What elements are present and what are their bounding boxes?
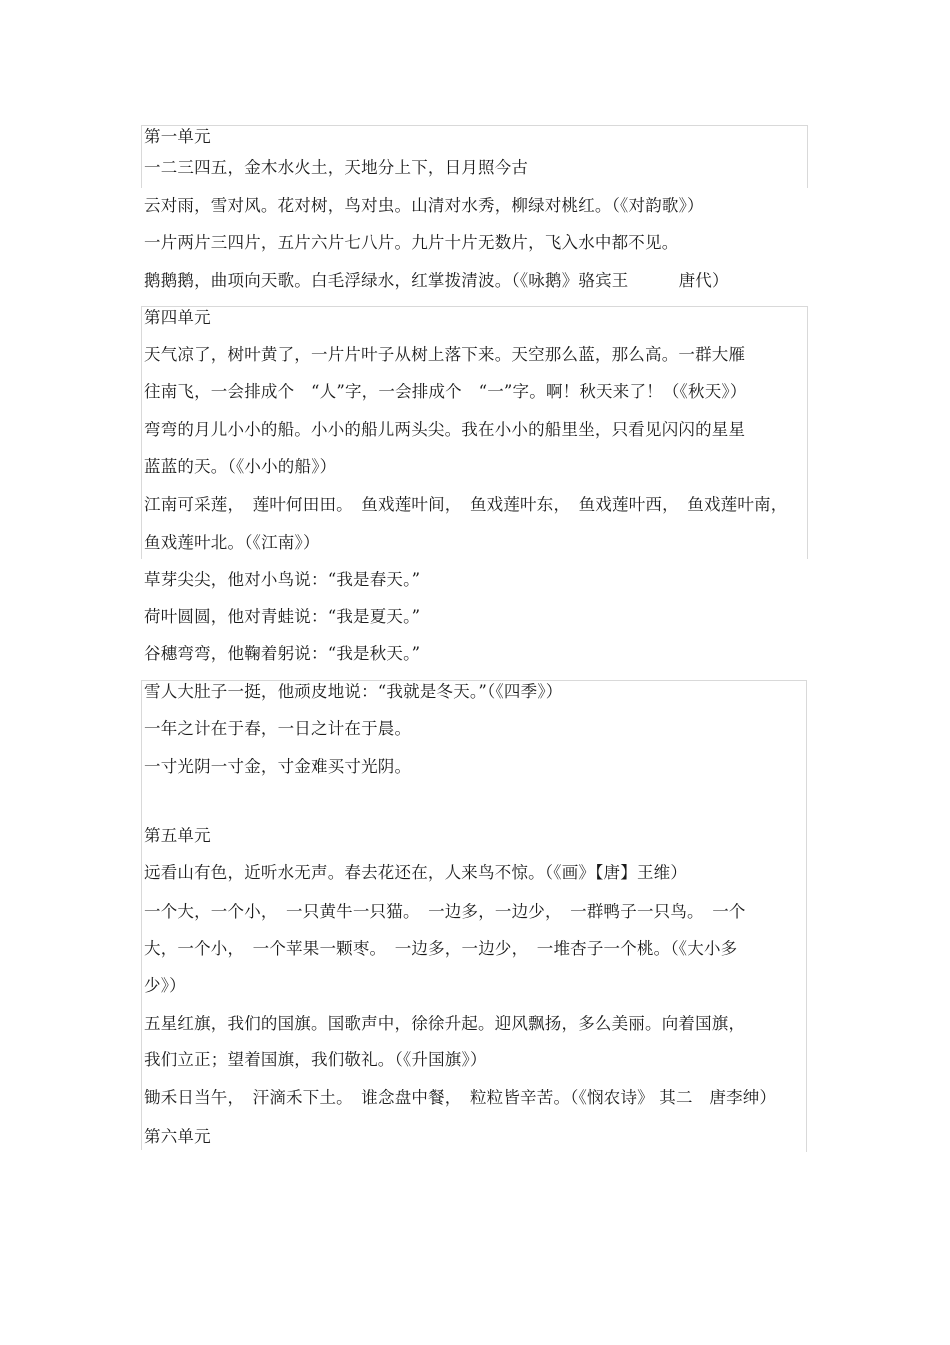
table-rule-3-left: [141, 680, 142, 1150]
text-line: 一二三四五，金木水火土，天地分上下，日月照今古: [144, 158, 529, 177]
text-line: 弯弯的月儿小小的船。小小的船儿两头尖。我在小小的船里坐，只看见闪闪的星星: [144, 420, 746, 439]
text-line: 锄禾日当午， 汗滴禾下土。 谁念盘中餐， 粒粒皆辛苦。（《悯农诗》 其二 唐李绅）: [144, 1088, 777, 1107]
text-line: 荷叶圆圆，他对青蛙说：“我是夏天。”: [144, 607, 421, 626]
text-line: 一片两片三四片，五片六片七八片。九片十片无数片，飞入水中都不见。: [144, 233, 679, 252]
text-line: 五星红旗，我们的国旗。国歌声中，徐徐升起。迎风飘扬，多么美丽。向着国旗，: [144, 1014, 746, 1033]
unit-title-4: 第四单元: [144, 308, 211, 327]
text-line: 大，一个小， 一个苹果一颗枣。 一边多，一边少， 一堆杏子一个桃。（《大小多: [144, 939, 738, 958]
text-line: 鹅鹅鹅，曲项向天歌。白毛浮绿水，红掌拨清波。（《咏鹅》骆宾王 唐代）: [144, 271, 729, 290]
text-line: 云对雨，雪对风。花对树，鸟对虫。山清对水秀，柳绿对桃红。（《对韵歌》）: [144, 196, 704, 215]
unit-title-5: 第五单元: [144, 826, 211, 845]
text-line: 少》）: [144, 976, 186, 995]
text-line: 往南飞，一会排成个 “人”字，一会排成个 “一”字。啊！秋天来了！（《秋天》）: [144, 382, 747, 401]
text-line: 一个大，一个小， 一只黄牛一只猫。 一边多，一边少， 一群鸭子一只鸟。 一个: [144, 902, 746, 921]
text-line: 一寸光阴一寸金，寸金难买寸光阴。: [144, 757, 412, 776]
text-line: 蓝蓝的天。（《小小的船》）: [144, 457, 337, 476]
text-line: 雪人大肚子一挺，他顽皮地说：“我就是冬天。”（《四季》）: [144, 682, 563, 701]
text-line: 江南可采莲， 莲叶何田田。 鱼戏莲叶间， 鱼戏莲叶东， 鱼戏莲叶西， 鱼戏莲叶南，: [144, 495, 788, 514]
unit-title-1: 第一单元: [144, 127, 211, 146]
text-line: 我们立正；望着国旗，我们敬礼。（《升国旗》）: [144, 1050, 487, 1069]
text-line: 一年之计在于春，一日之计在于晨。: [144, 719, 412, 738]
text-line: 远看山有色，近听水无声。春去花还在，人来鸟不惊。（《画》【唐】王维）: [144, 863, 688, 882]
unit-title-6: 第六单元: [144, 1127, 211, 1146]
table-rule-3-right: [806, 680, 807, 1152]
table-rule-3: [141, 680, 807, 681]
text-line: 草芽尖尖，他对小鸟说：“我是春天。”: [144, 570, 421, 589]
text-line: 鱼戏莲叶北。（《江南》）: [144, 533, 320, 552]
table-border-1: [141, 125, 808, 188]
text-line: 谷穗弯弯，他鞠着躬说：“我是秋天。”: [144, 644, 421, 663]
text-line: 天气凉了，树叶黄了，一片片叶子从树上落下来。天空那么蓝，那么高。一群大雁: [144, 345, 746, 364]
